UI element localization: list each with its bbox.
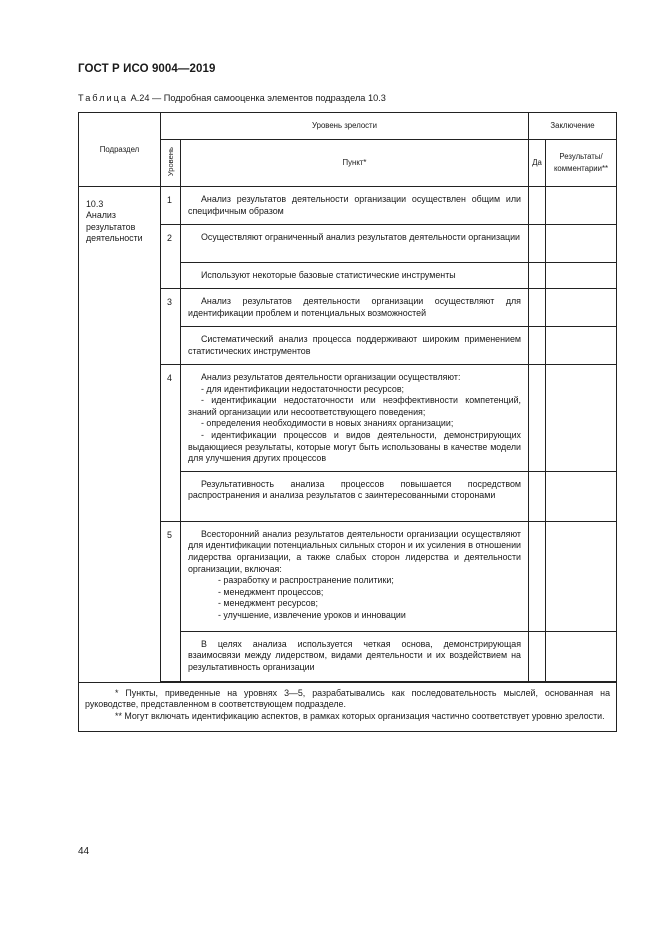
subsection-cell: [79, 187, 161, 683]
note-2: ** Могут включать идентификацию аспектов, в рамках которых организация частично соответствует уровню зрелости.: [115, 710, 605, 721]
item-bullet: - разработку и распространение политики;: [218, 575, 394, 586]
page-number: 44: [78, 846, 90, 857]
level-2-item-2: [181, 263, 529, 289]
item-text: Используют некоторые базовые статистические инструменты: [201, 270, 456, 280]
item-text: Осуществляют ограниченный анализ результатов деятельности организации: [201, 232, 521, 242]
yes-cell: [529, 631, 546, 681]
header-maturity-level: Уровень зрелости: [161, 113, 529, 140]
level-number: 3: [161, 289, 181, 365]
level-4-item-2: [181, 471, 529, 521]
table-notes: [79, 682, 617, 731]
header-level-text: Уровень: [166, 146, 175, 176]
item-text: Анализ результатов деятельности организации осуществляют для идентификации проблем и потенциальных возможностей: [188, 296, 521, 318]
level-4-item-1: [181, 365, 529, 472]
level-5-item-2: [181, 631, 529, 681]
header-results-comments: Результаты/ комментарии**: [546, 140, 617, 187]
item-text: Результативность анализа процессов повышается посредством распространения и анализа результатов с заинтересованными сторонами: [188, 478, 521, 501]
item-text: Анализ результатов деятельности организации осуществляют:: [201, 372, 461, 382]
yes-cell: [529, 327, 546, 365]
results-cell: [546, 521, 617, 631]
level-number: 4: [161, 365, 181, 522]
table-caption: [78, 93, 386, 103]
results-cell: [546, 187, 617, 225]
header-level: [161, 140, 181, 187]
item-text: Всесторонний анализ результатов деятельности организации осуществляют для идентификации потенциальных сильных сторон и их усиления в отношении лидерства организации, а также слабых сторон лидерства и деятельности организации, включая:: [188, 528, 521, 574]
yes-cell: [529, 365, 546, 472]
caption-label: Таблица: [78, 93, 129, 103]
header-conclusion: Заключение: [529, 113, 617, 140]
results-cell: [546, 365, 617, 472]
document-header: ГОСТ Р ИСО 9004—2019: [78, 63, 216, 75]
yes-cell: [529, 471, 546, 521]
item-text: В целях анализа используется четкая основа, демонстрирующая взаимосвязи между лидерством, видами деятельности и их воздействием на результативность организации: [188, 638, 521, 672]
item-bullet: - идентификации недостаточности или неэффективности компетенций, знаний организации или несоответствующего поведения;: [188, 395, 521, 417]
item-bullet: - идентификации процессов и видов деятельности, демонстрирующих выдающиеся результаты, которые могут быть использованы в качестве модели для улучшения других процессов: [188, 429, 521, 464]
level-number: 1: [161, 187, 181, 225]
item-bullet: - для идентификации недостаточности ресурсов;: [201, 383, 405, 394]
yes-cell: [529, 187, 546, 225]
item-bullet: - улучшение, извлечение уроков и инновации: [218, 609, 406, 620]
results-cell: [546, 631, 617, 681]
level-number: 5: [161, 521, 181, 681]
level-2-item-1: [181, 225, 529, 263]
yes-cell: [529, 225, 546, 263]
yes-cell: [529, 521, 546, 631]
results-cell: [546, 225, 617, 263]
yes-cell: [529, 263, 546, 289]
level-1-item: [181, 187, 529, 225]
level-3-item-1: [181, 289, 529, 327]
header-yes: Да: [529, 140, 546, 187]
caption-text: А.24 — Подробная самооценка элементов подраздела 10.3: [128, 93, 386, 103]
subsection-number: 10.3: [86, 199, 104, 209]
results-cell: [546, 289, 617, 327]
notes-row: [79, 682, 617, 731]
self-assessment-table: [78, 112, 617, 732]
subsection-title: Анализ результатов деятельности: [86, 210, 143, 243]
item-bullet: - менеджмент ресурсов;: [218, 598, 318, 609]
results-cell: [546, 471, 617, 521]
results-cell: [546, 327, 617, 365]
results-cell: [546, 263, 617, 289]
table-row: [79, 187, 617, 225]
header-item: Пункт*: [181, 140, 529, 187]
level-number: 2: [161, 225, 181, 289]
note-1: * Пункты, приведенные на уровнях 3—5, разрабатывались как последовательность мыслей, основанная на руководстве, представленном в соответствующем подразделе.: [85, 687, 611, 710]
item-text: Анализ результатов деятельности организации осуществлен общим или специфичным образом: [188, 194, 521, 216]
item-bullet: - определения необходимости в новых знаниях организации;: [201, 418, 454, 429]
item-bullet: - менеджмент процессов;: [218, 586, 324, 597]
level-3-item-2: [181, 327, 529, 365]
item-text: Систематический анализ процесса поддерживают широким применением статистических инструментов: [188, 334, 521, 356]
header-subsection: Подраздел: [79, 113, 161, 187]
yes-cell: [529, 289, 546, 327]
level-5-item-1: [181, 521, 529, 631]
